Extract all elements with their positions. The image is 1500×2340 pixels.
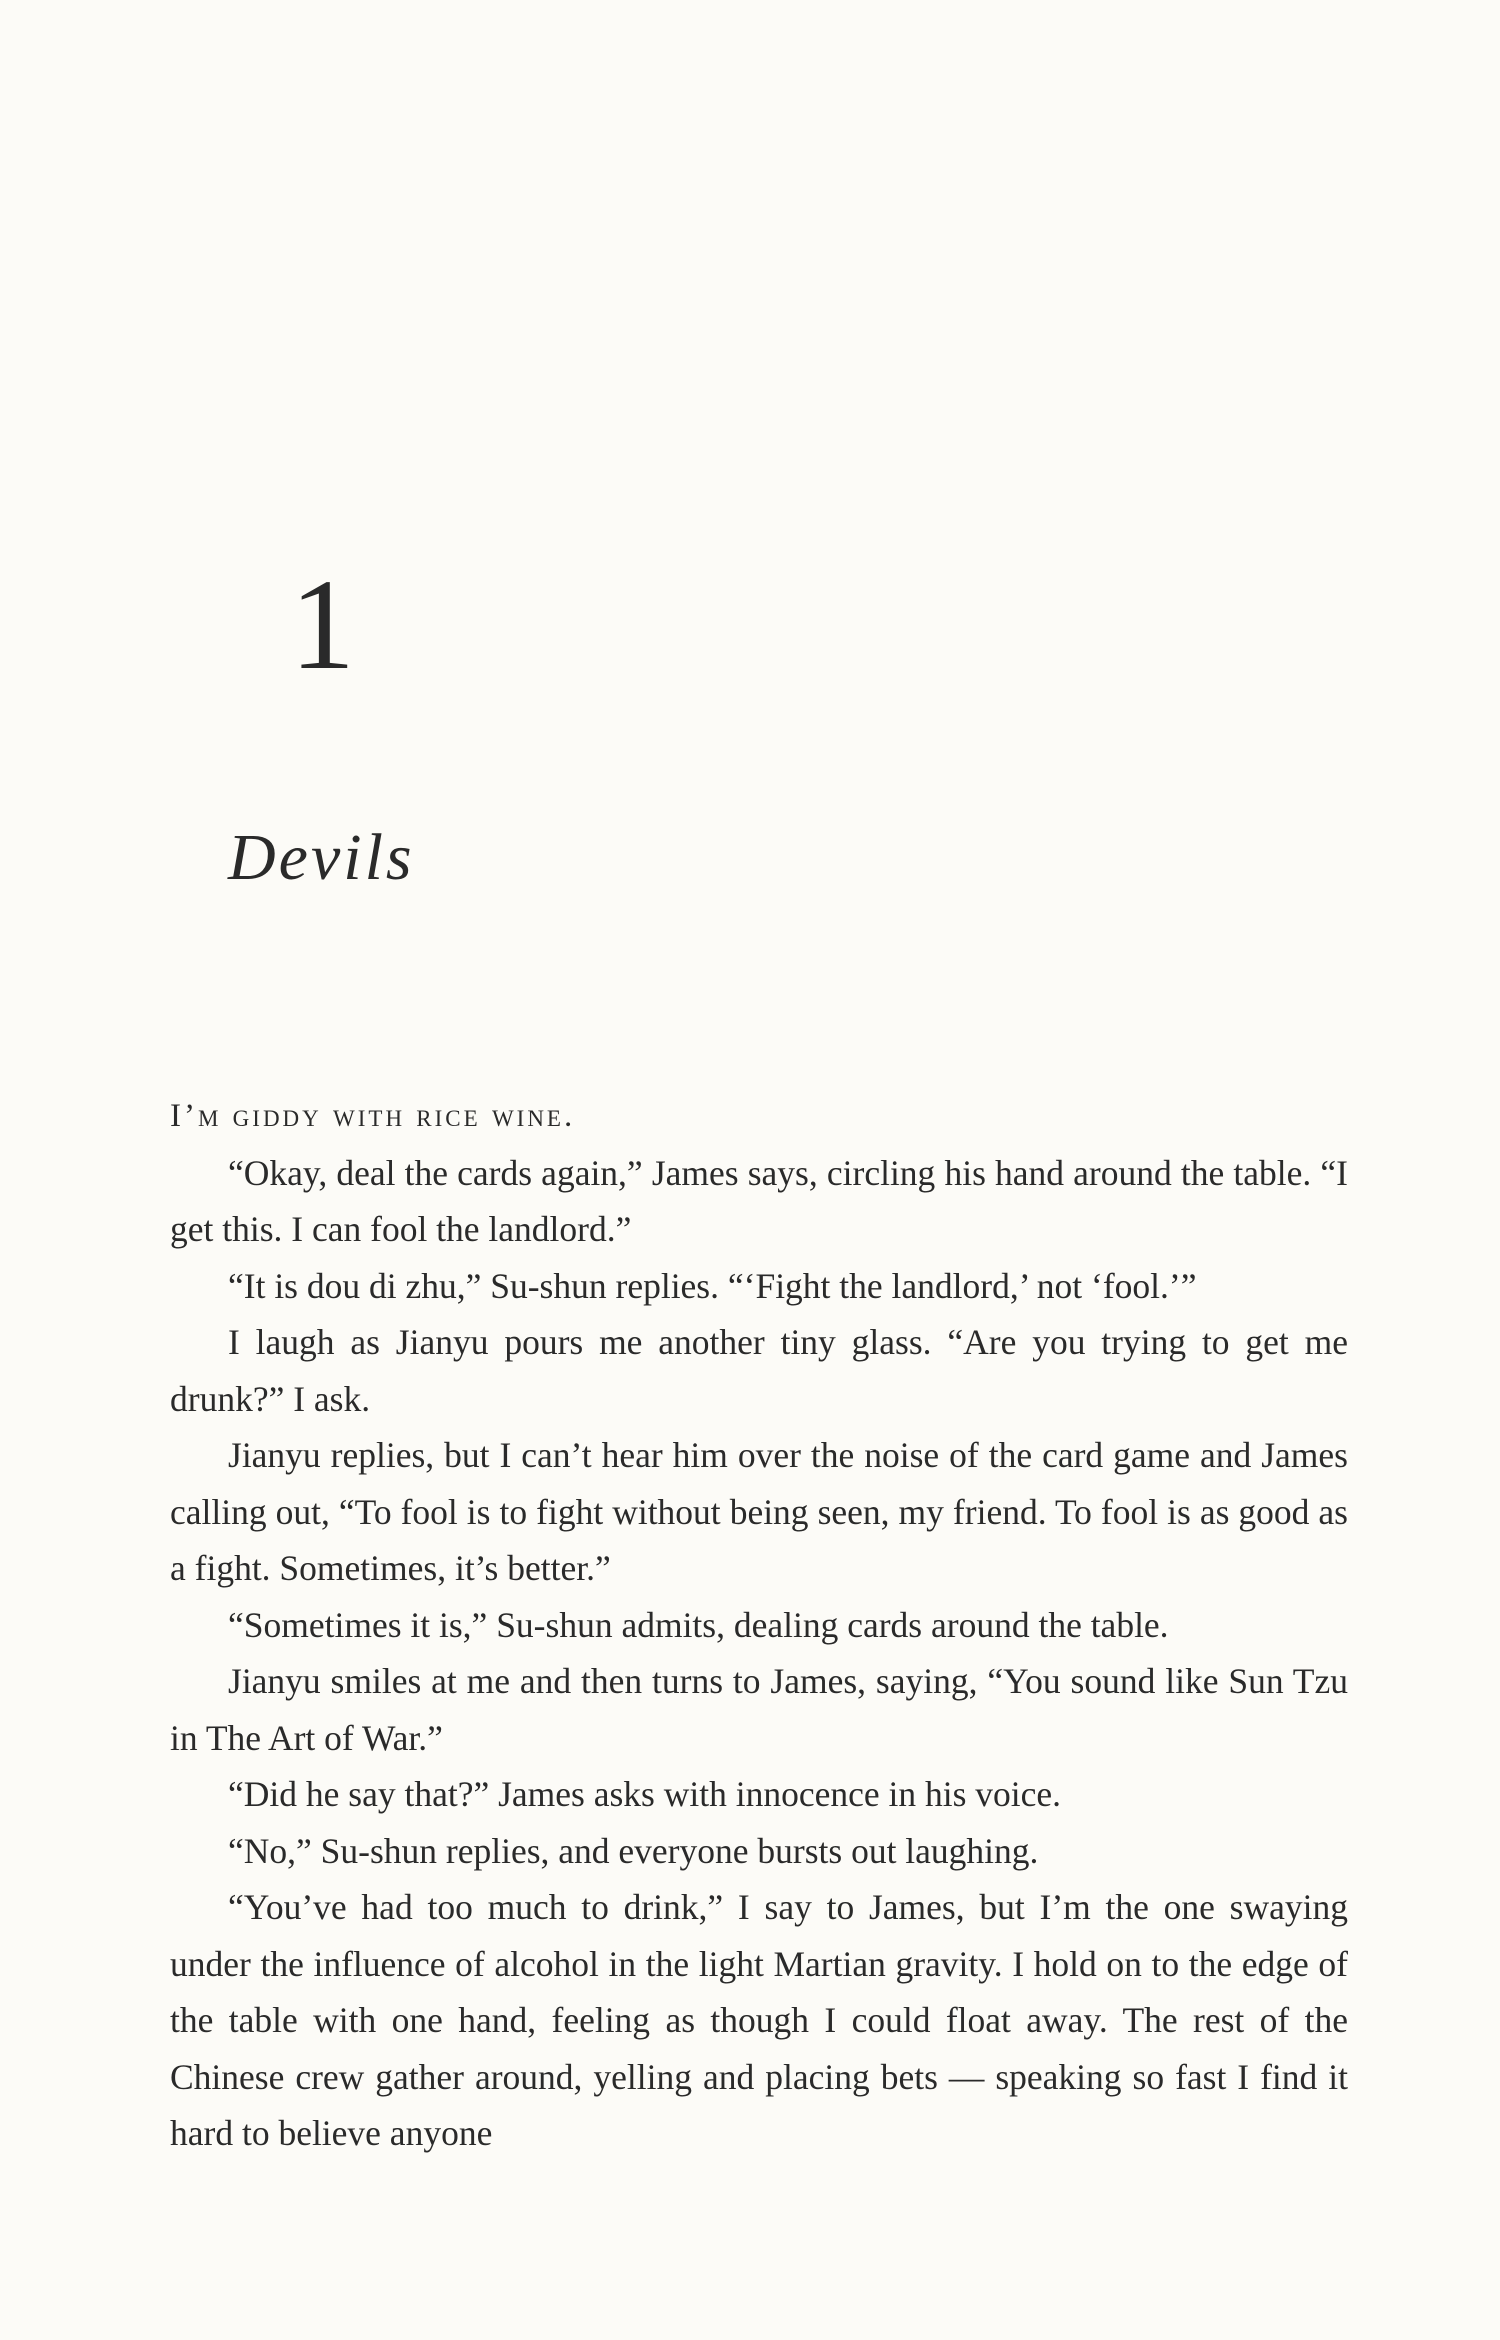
opening-line: I’m giddy with rice wine. — [170, 1098, 576, 1134]
paragraph: “No,” Su-shun replies, and everyone bursts out laughing. — [228, 1830, 1039, 1871]
paragraph: “Did he say that?” James asks with innocence in his voice. — [228, 1774, 1062, 1814]
paragraph: I laugh as Jianyu pours me another tiny glass. “Are you trying to get me drunk?” I ask. — [170, 1322, 1348, 1419]
paragraph: “Okay, deal the cards again,” James says, circling his hand around the table. “I get this. I can fool the landlord.” — [170, 1152, 1348, 1249]
chapter-body — [170, 1088, 1348, 2162]
paragraph: “It is dou di zhu,” Su-shun replies. “‘Fight the landlord,’ not ‘fool.’” — [228, 1265, 1197, 1306]
paragraph: Jianyu replies, but I can’t hear him over the noise of the card game and James calling out, “To fool is to fight without being seen, my friend. To fool is as good as a fight. Sometimes, it’s better.” — [170, 1435, 1348, 1588]
chapter-number: 1 — [290, 553, 355, 697]
chapter-title: Devils — [228, 821, 415, 894]
paragraph: “Sometimes it is,” Su-shun admits, dealing cards around the table. — [228, 1604, 1169, 1645]
paragraph: Jianyu smiles at me and then turns to James, saying, “You sound like Sun Tzu in The Art of War.” — [170, 1661, 1348, 1758]
paragraph: “You’ve had too much to drink,” I say to James, but I’m the one swaying under the influence of alcohol in the light Martian gravity. I hold on to the edge of the table with one hand, feeling as though I could float away. The rest of the Chinese crew gather around, yelling and placing bets — speaking so fast I find it hard to believe anyone — [170, 1887, 1348, 2153]
